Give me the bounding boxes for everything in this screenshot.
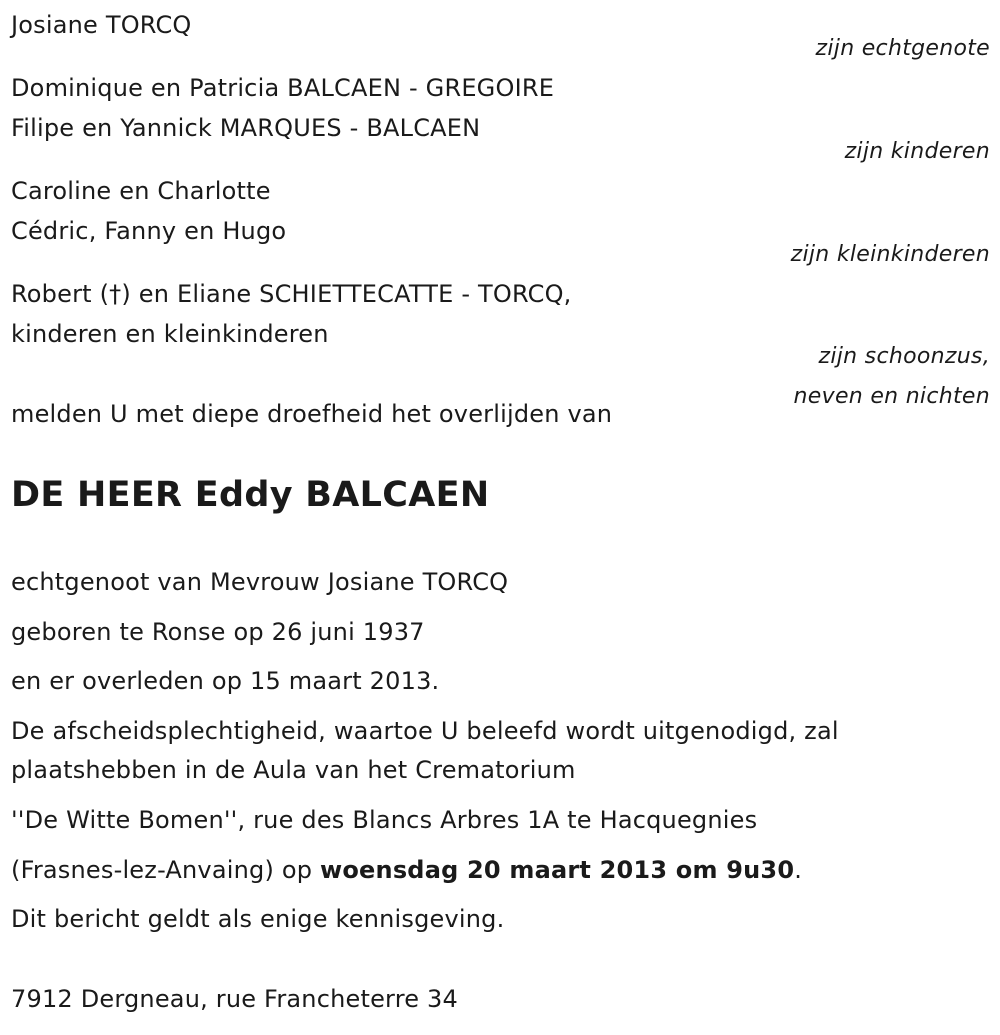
died-line: en er overleden op 15 maart 2013. xyxy=(11,667,440,695)
ceremony-line-2: plaatshebben in de Aula van het Crematorium xyxy=(11,756,576,784)
home-address: 7912 Dergneau, rue Francheterre 34 xyxy=(11,985,458,1013)
ceremony-date-time: woensdag 20 maart 2013 om 9u30 xyxy=(320,856,795,884)
children-role: zijn kinderen xyxy=(844,139,990,164)
place-suffix: . xyxy=(794,856,803,884)
deceased-title: DE HEER Eddy BALCAEN xyxy=(11,475,490,515)
grandchildren-line-2: Cédric, Fanny en Hugo xyxy=(11,217,287,245)
place-line xyxy=(11,854,802,886)
inlaws-line-1 xyxy=(11,278,572,310)
spouse-role: zijn echtgenote xyxy=(815,36,990,61)
inlaws-role-line-2: neven en nichten xyxy=(793,384,990,409)
grandchildren-line-1: Caroline en Charlotte xyxy=(11,177,271,205)
place-prefix: (Frasnes-lez-Anvaing) op xyxy=(11,856,320,884)
children-line-2: Filipe en Yannick MARQUES - BALCAEN xyxy=(11,114,481,142)
spouse-line: echtgenoot van Mevrouw Josiane TORCQ xyxy=(11,568,509,596)
born-line: geboren te Ronse op 26 juni 1937 xyxy=(11,618,425,646)
notice-line: Dit bericht geldt als enige kennisgeving. xyxy=(11,905,505,933)
inlaws-line-1b: ) en Eliane SCHIETTECATTE - TORCQ, xyxy=(121,280,572,308)
spouse-name: Josiane TORCQ xyxy=(11,11,192,39)
inlaws-line-1a: Robert ( xyxy=(11,280,110,308)
venue-line: ''De Witte Bomen'', rue des Blancs Arbres 1A te Hacquegnies xyxy=(11,806,758,834)
children-line-1: Dominique en Patricia BALCAEN - GREGOIRE xyxy=(11,74,555,102)
grandchildren-role: zijn kleinkinderen xyxy=(790,242,990,267)
cross-icon: † xyxy=(109,280,122,308)
ceremony-line-1: De afscheidsplechtigheid, waartoe U beleefd wordt uitgenodigd, zal xyxy=(11,717,839,745)
announcement: melden U met diepe droefheid het overlijden van xyxy=(11,400,613,428)
inlaws-role-line-1: zijn schoonzus, xyxy=(818,344,990,369)
inlaws-line-2: kinderen en kleinkinderen xyxy=(11,320,329,348)
